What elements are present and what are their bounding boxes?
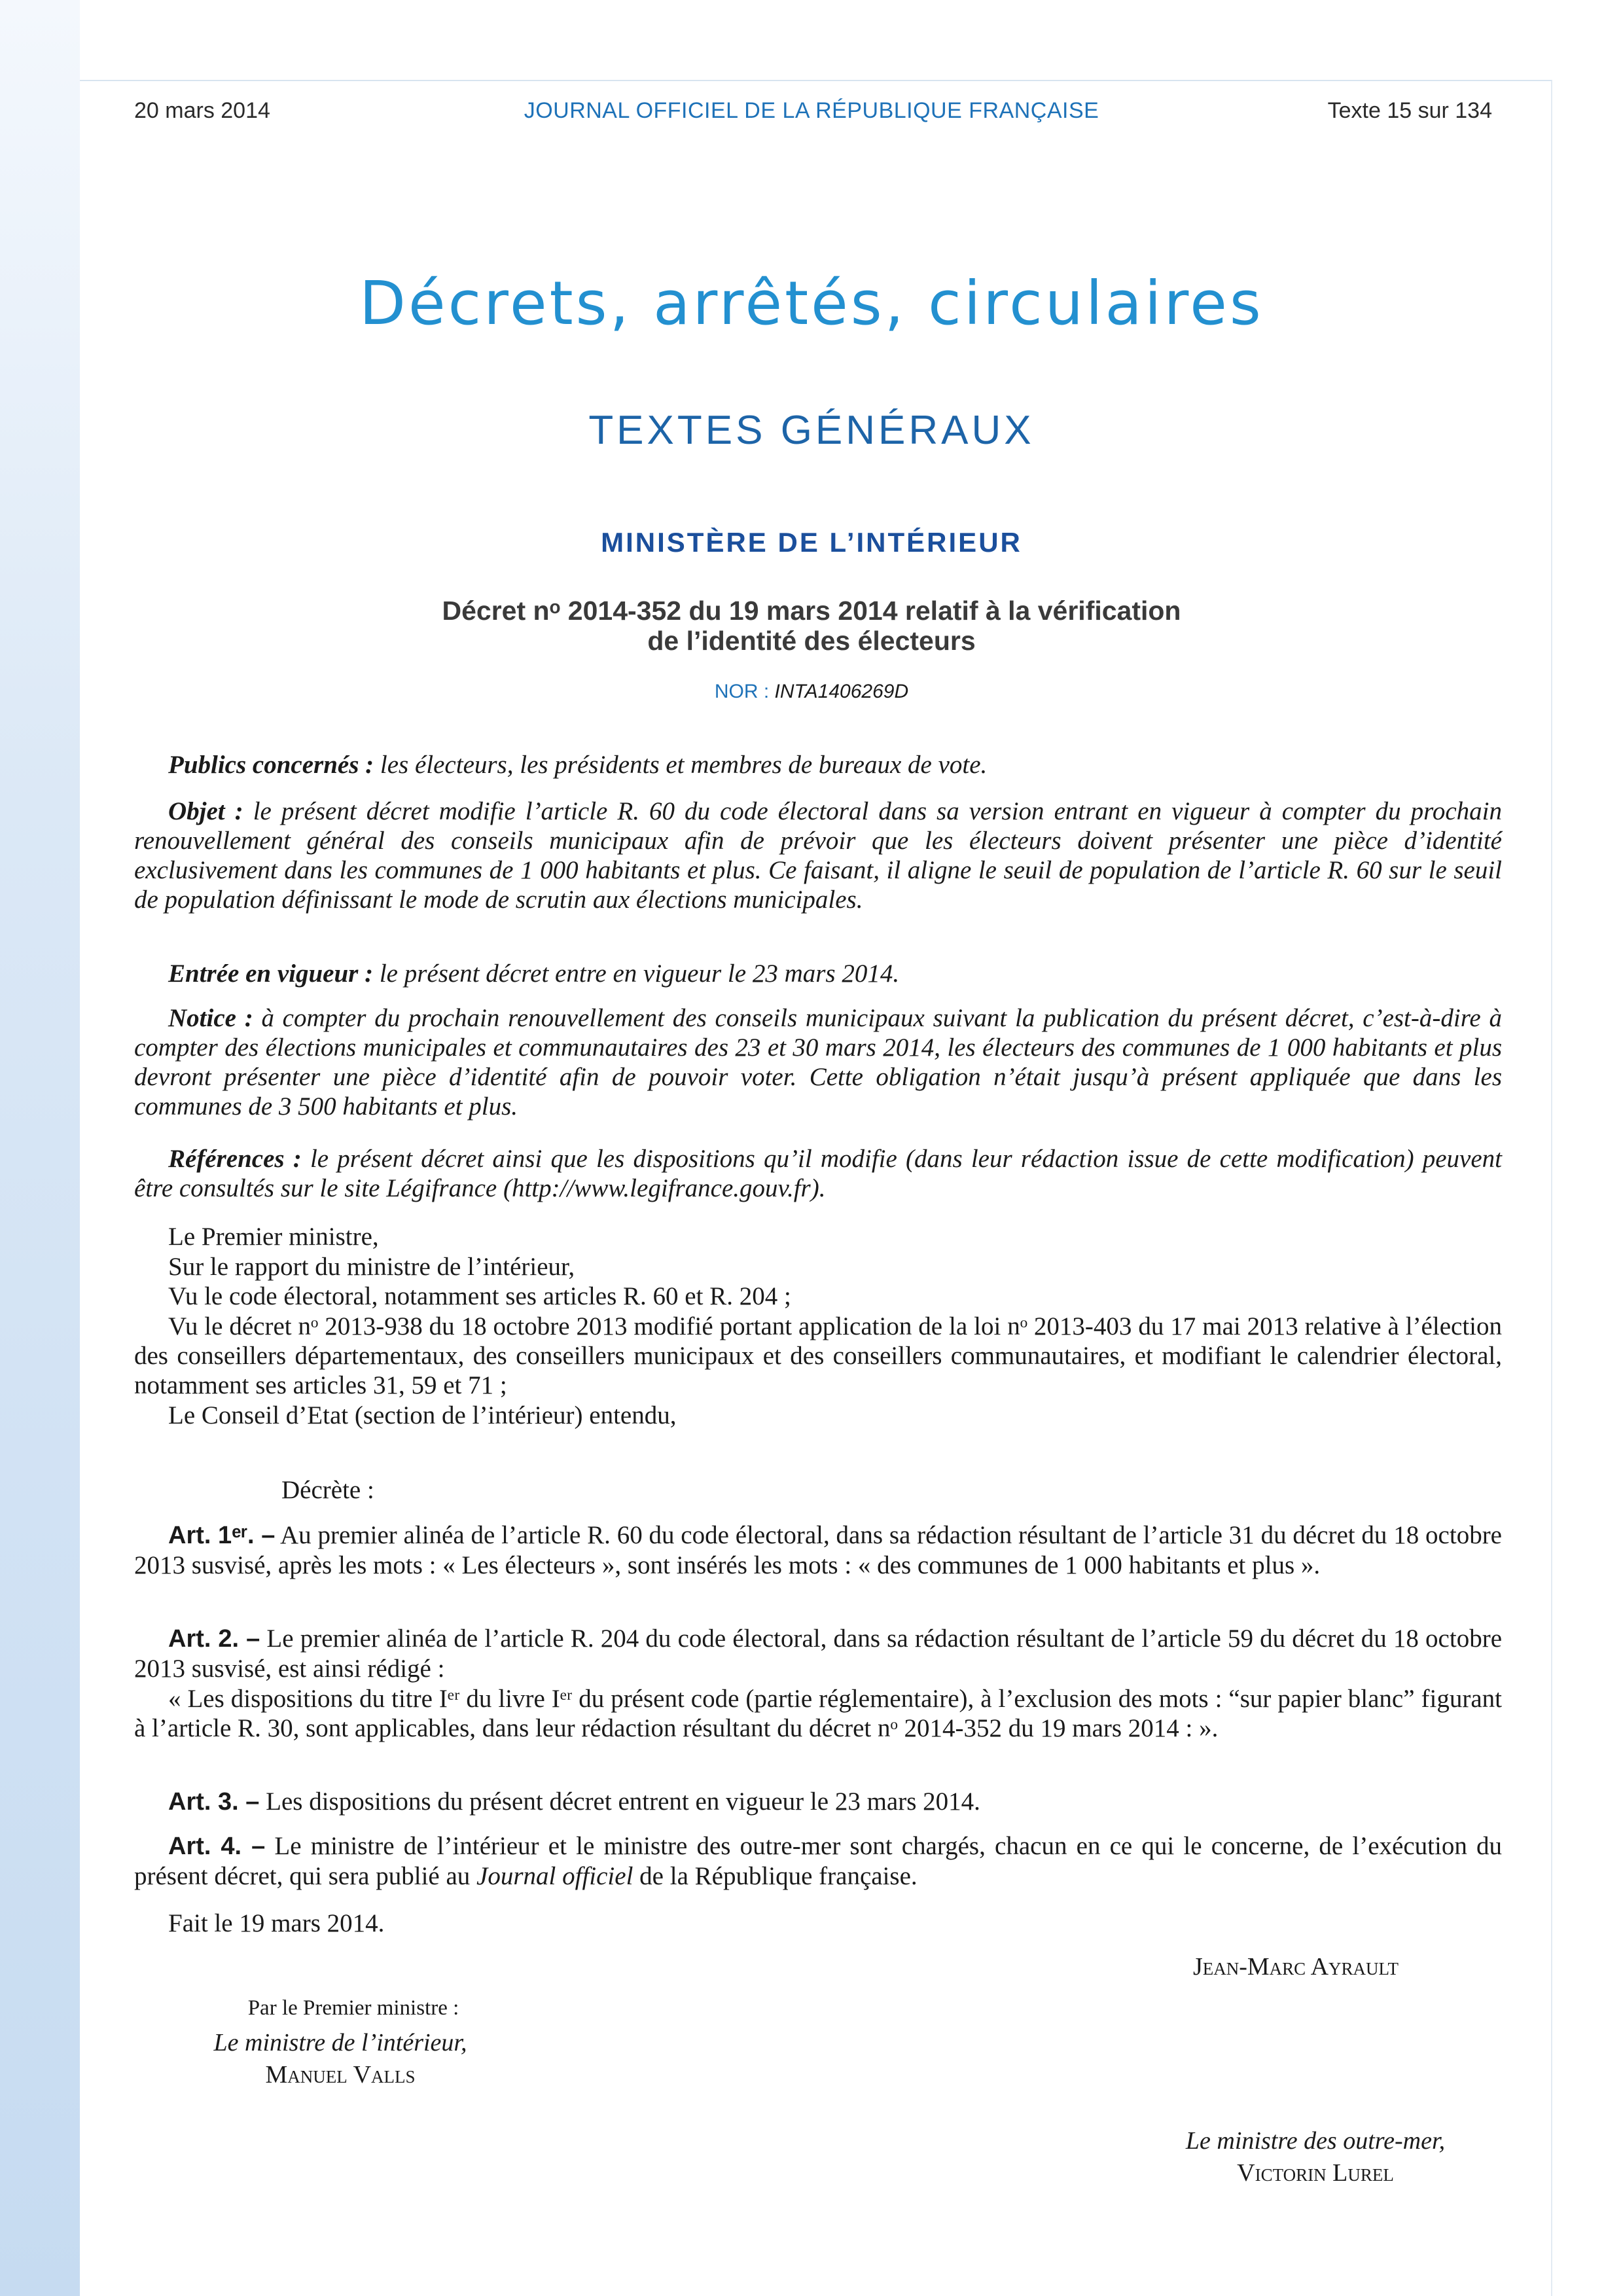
- journal-header: JOURNAL OFFICIEL DE LA RÉPUBLIQUE FRANÇAISE: [524, 98, 1099, 123]
- objet-label: Objet :: [168, 797, 243, 825]
- article-4-label: Art. 4. –: [168, 1833, 266, 1860]
- left-margin-band: [0, 0, 80, 2296]
- decree-title-line-2: de l’identité des électeurs: [647, 626, 976, 656]
- preamble-premier-ministre: Le Premier ministre,: [168, 1223, 379, 1251]
- article-4-text-before: Le ministre de l’intérieur et le ministre des outre-mer sont chargés, chacun en ce qui le concerne, de l’exécution du présent décret, qui sera publié au: [134, 1832, 1502, 1890]
- references-text: le présent décret ainsi que les dispositions qu’il modifie (dans leur rédaction issue de cette modification) peuvent être consultés sur le site Légifrance (http://www.legifrance.gouv.fr).: [134, 1145, 1503, 1202]
- entree-text: le présent décret entre en vigueur le 23 mars 2014.: [379, 960, 900, 988]
- publics-label: Publics concernés :: [168, 751, 374, 779]
- minister-outremer-title: Le ministre des outre-mer,: [1185, 2127, 1446, 2155]
- minister-interieur-name: Manuel Valls: [265, 2061, 416, 2089]
- minister-interieur-title: Le ministre de l’intérieur,: [213, 2029, 467, 2056]
- decree-title-line-1: Décret nᵒ 2014-352 du 19 mars 2014 relatif à la vérification: [442, 596, 1181, 626]
- article-2-label: Art. 2. –: [168, 1625, 260, 1653]
- fait-le: Fait le 19 mars 2014.: [168, 1909, 385, 1937]
- decrete-label: Décrète :: [281, 1476, 374, 1504]
- signatory-premier-ministre: Jean-Marc Ayrault: [1192, 1953, 1399, 1981]
- preamble-conseil: Le Conseil d’Etat (section de l’intérieur) entendu,: [168, 1401, 677, 1429]
- journal-officiel-title: Journal officiel: [476, 1862, 633, 1890]
- entree-label: Entrée en vigueur :: [168, 960, 374, 988]
- publics-text: les électeurs, les présidents et membres de bureaux de vote.: [380, 751, 988, 779]
- article-3-text: Les dispositions du présent décret entrent en vigueur le 23 mars 2014.: [266, 1787, 980, 1816]
- minister-outremer-name: Victorin Lurel: [1237, 2159, 1394, 2187]
- nor-label: NOR :: [714, 681, 770, 702]
- article-1-label: Art. 1ᵉʳ. –: [168, 1522, 276, 1549]
- article-3: [134, 1787, 1502, 1817]
- summary-references: [134, 1144, 1502, 1203]
- section-title: Décrets, arrêtés, circulaires: [359, 268, 1264, 338]
- header-text-number: Texte 15 sur 134: [1327, 98, 1492, 123]
- summary-objet: [134, 797, 1502, 914]
- references-label: Références :: [168, 1145, 302, 1173]
- decree-title: [0, 596, 1623, 656]
- ministry-heading: MINISTÈRE DE L’INTÉRIEUR: [601, 527, 1022, 558]
- summary-notice: [134, 1003, 1502, 1121]
- article-4: [134, 1831, 1502, 1891]
- summary-entree: [134, 959, 1502, 988]
- summary-publics: [134, 750, 1502, 780]
- article-3-label: Art. 3. –: [168, 1788, 260, 1816]
- preamble-rapport: Sur le rapport du ministre de l’intérieur,: [168, 1253, 575, 1281]
- article-1: [134, 1520, 1502, 1580]
- article-4-text-after: de la République française.: [639, 1862, 918, 1890]
- header-date: 20 mars 2014: [134, 98, 270, 123]
- article-2-text: Le premier alinéa de l’article R. 204 du code électoral, dans sa rédaction résultant de l’article 59 du décret du 18 octobre 2013 susvisé, est ainsi rédigé :: [134, 1624, 1503, 1683]
- par-le-premier-ministre: Par le Premier ministre :: [247, 1996, 459, 2020]
- notice-label: Notice :: [168, 1004, 253, 1032]
- article-2-quote: « Les dispositions du titre Iᵉʳ du livre Iᵉʳ du présent code (partie réglementaire), à l’exclusion des mots : “sur papier blanc” figurant à l’article R. 30, sont applicables, dans leur rédaction résultant du décret nᵒ 2014-352 du 19 mars 2014 : ».: [134, 1685, 1502, 1742]
- nor-reference: [0, 681, 1623, 703]
- article-1-text: Au premier alinéa de l’article R. 60 du code électoral, dans sa rédaction résultant de l’article 31 du décret du 18 octobre 2013 susvisé, après les mots : « Les électeurs », sont insérés les mots : « des communes de 1 000 habitants et plus ».: [134, 1521, 1502, 1579]
- nor-code: INTA1406269D: [774, 681, 909, 702]
- sub-title: TEXTES GÉNÉRAUX: [588, 408, 1035, 453]
- article-2: [134, 1624, 1502, 1683]
- preamble-vu-code: Vu le code électoral, notamment ses articles R. 60 et R. 204 ;: [168, 1282, 791, 1310]
- preamble-vu-decret: Vu le décret nᵒ 2013-938 du 18 octobre 2013 modifié portant application de la loi nᵒ 2013-403 du 17 mai 2013 relative à l’élection des conseillers départementaux, des conseillers municipaux et des conseillers communautaires, et modifiant le calendrier électoral, notamment ses articles 31, 59 et 71 ;: [134, 1312, 1502, 1399]
- notice-text: à compter du prochain renouvellement des conseils municipaux suivant la publication du présent décret, c’est-à-dire à compter des élections municipales et communautaires des 23 et 30 mars 2014, les électeurs des communes de 1 000 habitants et plus devront présenter une pièce d’identité afin de pouvoir voter. Cette obligation n’était jusqu’à présent appliquée que dans les communes de 3 500 habitants et plus.: [134, 1004, 1502, 1121]
- objet-text: le présent décret modifie l’article R. 60 du code électoral dans sa version entrant en vigueur à compter du prochain renouvellement général des conseils municipaux afin de prévoir que les électeurs doivent présenter une pièce d’identité exclusivement dans les communes de 1 000 habitants et plus. Ce faisant, il aligne le seuil de population de l’article R. 60 sur le seuil de population définissant le mode de scrutin aux élections municipales.: [134, 797, 1503, 914]
